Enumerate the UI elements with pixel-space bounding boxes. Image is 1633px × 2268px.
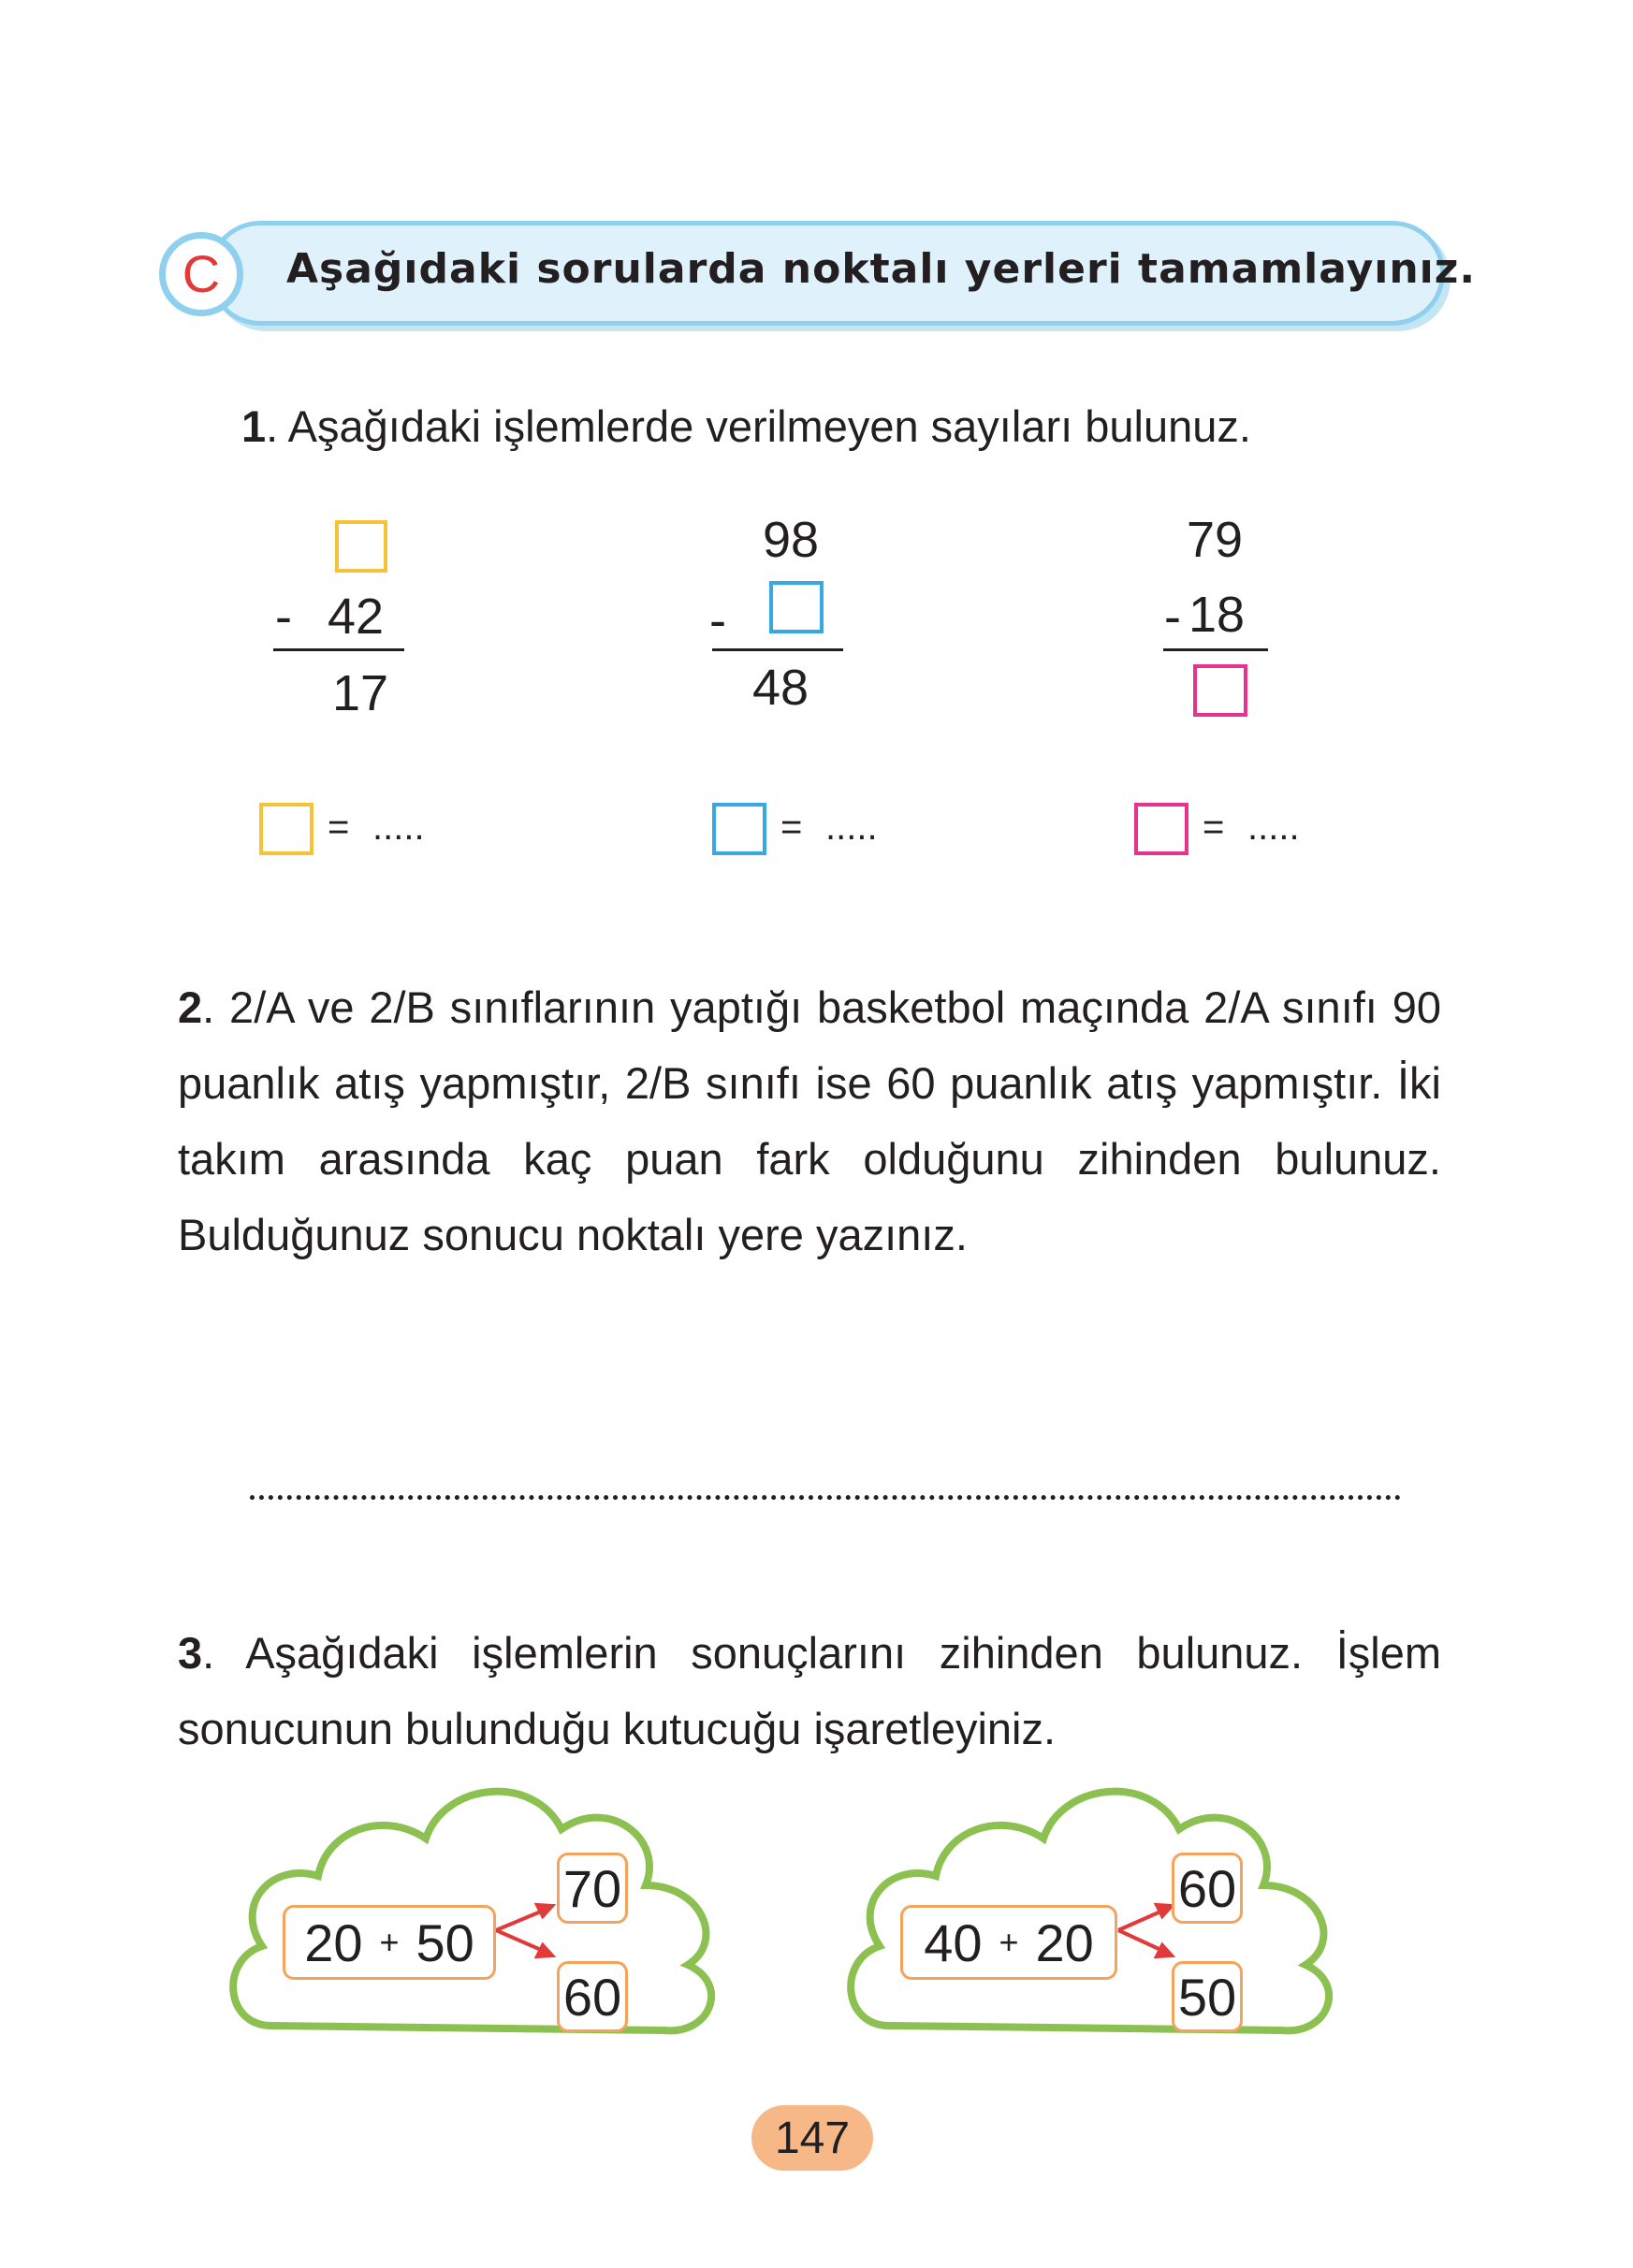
plus-operator: + bbox=[999, 1923, 1019, 1961]
equals-sign: = bbox=[780, 807, 803, 848]
minuend-value: 98 bbox=[763, 512, 820, 568]
option-box-1b[interactable]: 60 bbox=[557, 1961, 628, 2032]
answer-box-magenta bbox=[1134, 803, 1188, 855]
result-value: 48 bbox=[752, 660, 809, 716]
question-3-body: . Aşağıdaki işlemlerin sonuçlarını zihinden bulunuz. İşlem sonucunun bulunduğu kutucuğu işaretleyiniz. bbox=[178, 1628, 1441, 1753]
operator-minus: - bbox=[1164, 589, 1181, 645]
equals-sign: = bbox=[328, 807, 350, 848]
subtrahend-value: 18 bbox=[1188, 587, 1246, 643]
answer-box-blue bbox=[712, 803, 766, 855]
question-2-number: 2 bbox=[178, 982, 203, 1032]
question-3-text bbox=[178, 1615, 1441, 1766]
question-1-number: 1 bbox=[241, 401, 267, 451]
section-title: Aşağıdaki sorularda noktalı yerleri tamamlayınız. bbox=[286, 245, 1477, 293]
operator-minus: - bbox=[709, 592, 726, 648]
result-line bbox=[273, 648, 404, 651]
answer-box-yellow bbox=[259, 803, 313, 855]
section-badge bbox=[159, 232, 243, 316]
question-2-body: . 2/A ve 2/B sınıflarının yaptığı basketbol maçında 2/A sınıfı 90 puanlık atış yapmıştır, 2/B sınıfı ise 60 puanlık atış yapmıştır. İki takım arasında kaç puan fark olduğunu zihinden bulunuz. Bulduğunuz sonucu noktalı yere yazınız. bbox=[178, 982, 1441, 1259]
equals-sign: = bbox=[1203, 807, 1225, 848]
option-box-2a[interactable]: 60 bbox=[1172, 1853, 1243, 1924]
answer-field-blue[interactable]: ..... bbox=[825, 807, 878, 848]
result-line bbox=[712, 648, 843, 651]
missing-subtrahend-box[interactable] bbox=[769, 581, 824, 633]
option-box-2b[interactable]: 50 bbox=[1172, 1961, 1243, 2032]
question-2-text bbox=[178, 969, 1441, 1272]
missing-result-box[interactable] bbox=[1193, 664, 1247, 717]
operand-b: 50 bbox=[416, 1912, 474, 1972]
result-line bbox=[1163, 648, 1268, 651]
result-value: 17 bbox=[332, 665, 389, 721]
operand-b: 20 bbox=[1035, 1912, 1094, 1972]
plus-operator: + bbox=[379, 1923, 400, 1961]
missing-minuend-box[interactable] bbox=[335, 520, 387, 573]
question-3-number: 3 bbox=[178, 1628, 203, 1678]
question-1-body: . Aşağıdaki işlemlerde verilmeyen sayıları bulunuz. bbox=[266, 401, 1251, 451]
question-1-text bbox=[241, 388, 1251, 464]
answer-field-magenta[interactable]: ..... bbox=[1247, 807, 1300, 848]
section-letter: C bbox=[182, 244, 221, 303]
option-box-1a[interactable]: 70 bbox=[557, 1853, 628, 1924]
operator-minus: - bbox=[275, 589, 292, 645]
answer-field-yellow[interactable]: ..... bbox=[372, 807, 425, 848]
operand-a: 20 bbox=[304, 1912, 363, 1972]
expression-box-1 bbox=[283, 1905, 496, 1980]
minuend-value: 79 bbox=[1187, 512, 1244, 568]
expression-box-2 bbox=[900, 1905, 1117, 1980]
operand-a: 40 bbox=[924, 1912, 983, 1972]
subtrahend-value: 42 bbox=[328, 589, 385, 645]
answer-dotted-line[interactable] bbox=[250, 1495, 1401, 1500]
page-number: 147 bbox=[751, 2105, 873, 2171]
